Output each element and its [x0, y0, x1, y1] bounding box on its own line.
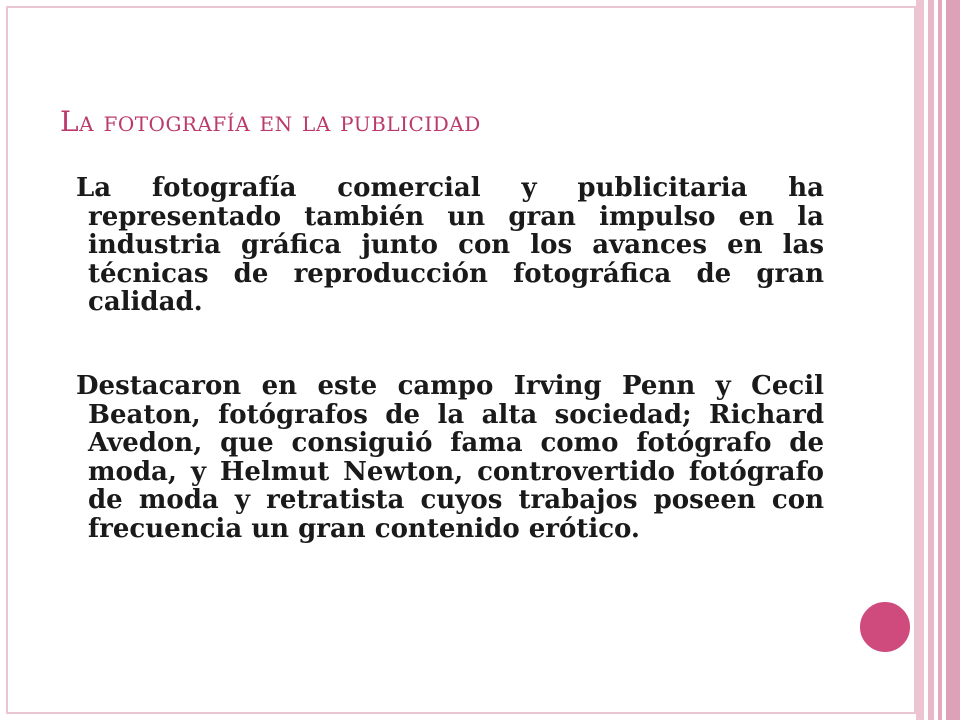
stripe: [916, 0, 924, 720]
stripe: [928, 0, 934, 720]
accent-circle: [857, 599, 913, 655]
stripe: [946, 0, 960, 720]
stripe: [938, 0, 942, 720]
decorative-stripes: [916, 0, 960, 720]
paragraph-notable-photographers: Destacaron en este campo Irving Penn y Cecil Beaton, fotógrafos de la alta sociedad; Richard Avedon, que consiguió fama como fotógrafo de moda, y Helmut Newton, controvertido fotógrafo de moda y retratista cuyos trabajos poseen con frecuencia un gran contenido erótico.: [76, 371, 824, 544]
paragraph-commercial-photography: La fotografía comercial y publicitaria ha representado también un gran impulso en la industria gráfica junto con los avances en las técnicas de reproducción fotográfica de gran calidad.: [76, 173, 824, 317]
slide-title: La fotografía en la publicidad: [60, 105, 481, 138]
